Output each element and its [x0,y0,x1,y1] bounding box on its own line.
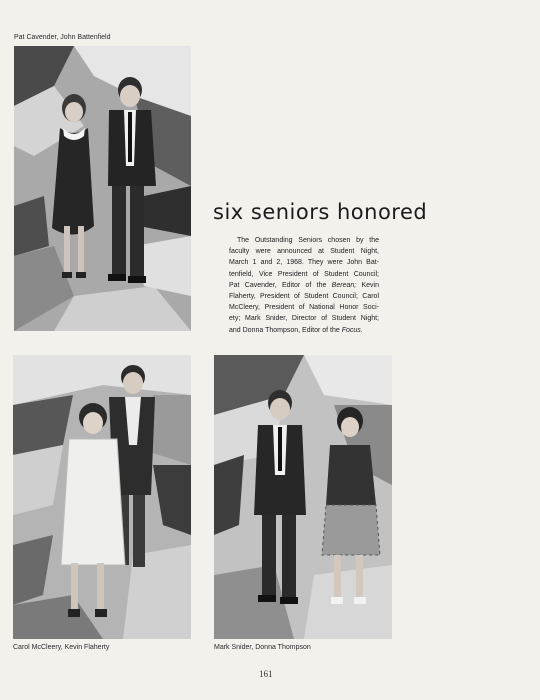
article-line-text: Pat Cavender, Editor of the [229,281,332,289]
article-line: March 1 and 2, 1968. They were John Bat- [229,259,379,267]
article-line: The Outstanding Seniors chosen by the [237,237,379,244]
article-body [229,235,379,336]
photo-caption-bottom-left: Carol McCleery, Kevin Flaherty [13,644,110,651]
article-line-focus [229,325,379,336]
photo-mark-snider-donna-thompson [214,355,392,639]
article-line: ety; Mark Snider, Director of Student Night; [229,315,379,323]
article-line: tenfield, Vice President of Student Council; [229,270,379,278]
article-line: Flaherty, President of Student Council; Carol [229,293,379,301]
article-line-berean [229,280,379,291]
photo-carol-mccleery-kevin-flaherty [13,355,191,639]
article-line: faculty were announced at Student Night, [229,248,379,256]
publication-focus: Focus. [341,326,363,334]
photo-pat-cavender-john-battenfield [14,46,191,331]
article-headline: six seniors honored [213,200,428,224]
publication-berean: Berean; [331,281,357,289]
article-line-text: and Donna Thompson, Editor of the [229,326,342,334]
photo-caption-bottom-right: Mark Snider, Donna Thompson [214,644,311,651]
article-line: McCleery, President of National Honor Soci- [229,304,379,312]
photo-caption-top: Pat Cavender, John Battenfield [14,34,111,41]
page-number: 161 [259,669,273,679]
article-line-text: Kevin [356,281,379,289]
